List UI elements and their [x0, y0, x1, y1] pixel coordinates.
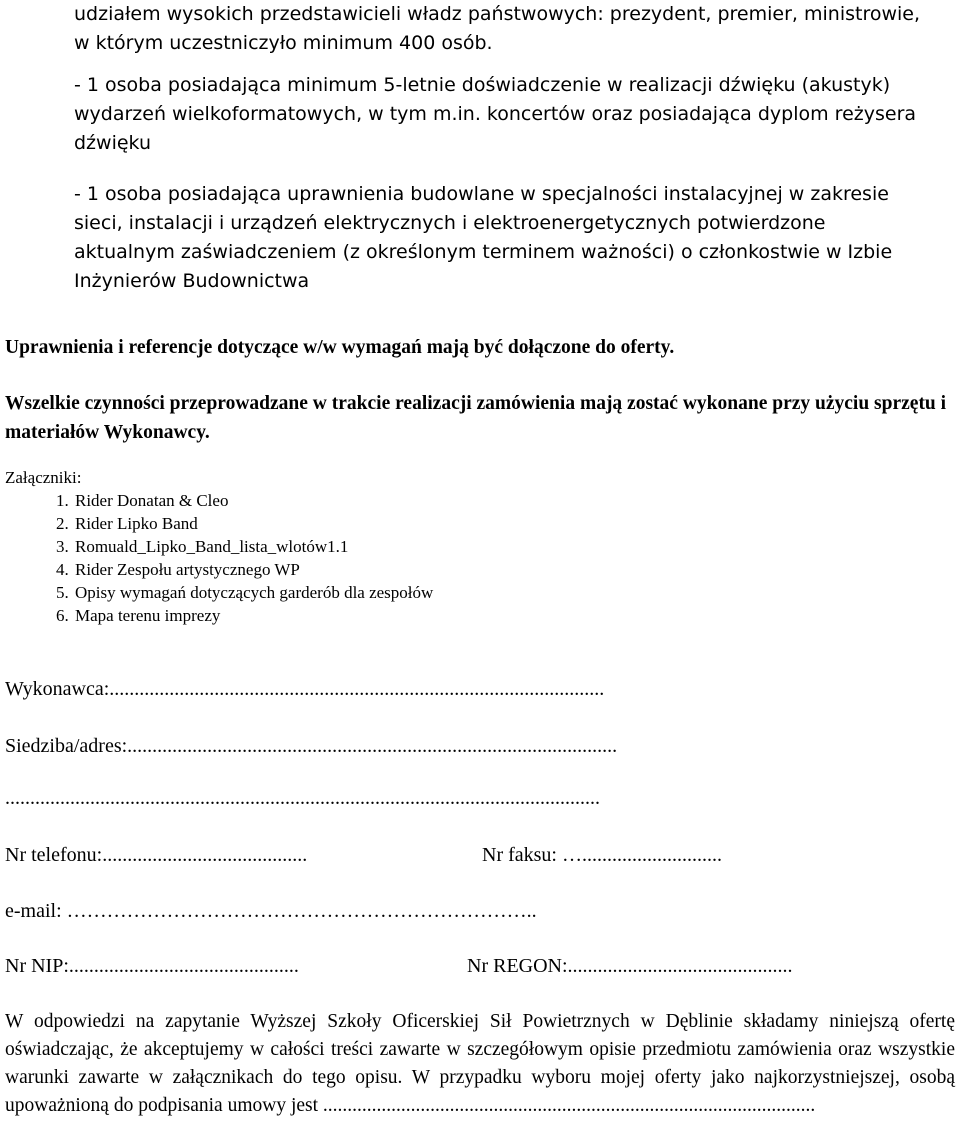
requirements-section [74, 0, 924, 309]
requirement-continuation: udziałem wysokich przedstawicieli władz państwowych: prezydent, premier, ministrowie, w którym uczestniczyło minimum 400 osób. [74, 3, 921, 54]
address-field: Siedziba/adres:.................................................................................................. [5, 735, 618, 757]
closing-statement-text: W odpowiedzi na zapytanie Wyższej Szkoły Oficerskiej Sił Powietrznych w Dęblinie składamy niniejszą ofertę oświadczając, że akceptujemy w całości treści zawarte w szczegółowym opisie przedmiotu zamówienia oraz wszystkie warunki zawarte w załącznikach do tego opisu. W przypadku wyboru mojej oferty jako najkorzystniejszej, osobą upoważnioną do podpisania umowy jest ..................................................................................................... [5, 1011, 955, 1116]
requirement-electrician: - 1 osoba posiadająca uprawnienia budowlane w specjalności instalacyjnej w zakresie sieci, instalacji i urządzeń elektrycznych i elektroenergetycznych potwierdzone aktualnym zaświadczeniem (z określonym terminem ważności) o członkostwie w Izbie Inżynierów Budownictwa [74, 183, 893, 292]
attachment-item: 2. Rider Lipko Band [73, 512, 433, 535]
equipment-note-text: Wszelkie czynności przeprowadzane w trakcie realizacji zamówienia mają zostać wykonane przy użyciu sprzętu i materiałów Wykonawcy. [5, 393, 947, 443]
attachment-item: 3. Romuald_Lipko_Band_lista_wlotów1.1 [73, 535, 433, 558]
regon-field: Nr REGON:............................................. [467, 955, 793, 977]
permissions-note-text: Uprawnienia i referencje dotyczące w/w wymagań mają być dołączone do oferty. [5, 337, 675, 358]
closing-statement [5, 1008, 955, 1120]
requirement-sound-engineer: - 1 osoba posiadająca minimum 5-letnie doświadczenie w realizacji dźwięku (akustyk) wydarzeń wielkoformatowych, w tym m.in. koncertów oraz posiadająca dyplom reżysera dźwięku [74, 74, 917, 154]
address-continuation-field: ....................................................................................................................... [5, 787, 600, 809]
permissions-note [5, 333, 955, 362]
attachments-section [5, 466, 433, 627]
fax-field: Nr faksu: …............................ [482, 844, 722, 866]
nip-field: Nr NIP:.............................................. [5, 955, 299, 977]
attachments-title: Załączniki: [5, 468, 82, 487]
phone-field: Nr telefonu:......................................... [5, 844, 308, 866]
email-field: e-mail: …………………………………………………………….. [5, 900, 537, 922]
attachment-item: 5. Opisy wymagań dotyczących garderób dla zespołów [73, 581, 433, 604]
attachment-item: 1. Rider Donatan & Cleo [73, 489, 433, 512]
contractor-field: Wykonawca:................................................................................................... [5, 678, 605, 700]
attachments-list [5, 489, 433, 627]
equipment-note [5, 389, 955, 447]
attachment-item: 4. Rider Zespołu artystycznego WP [73, 558, 433, 581]
attachment-item: 6. Mapa terenu imprezy [73, 604, 433, 627]
